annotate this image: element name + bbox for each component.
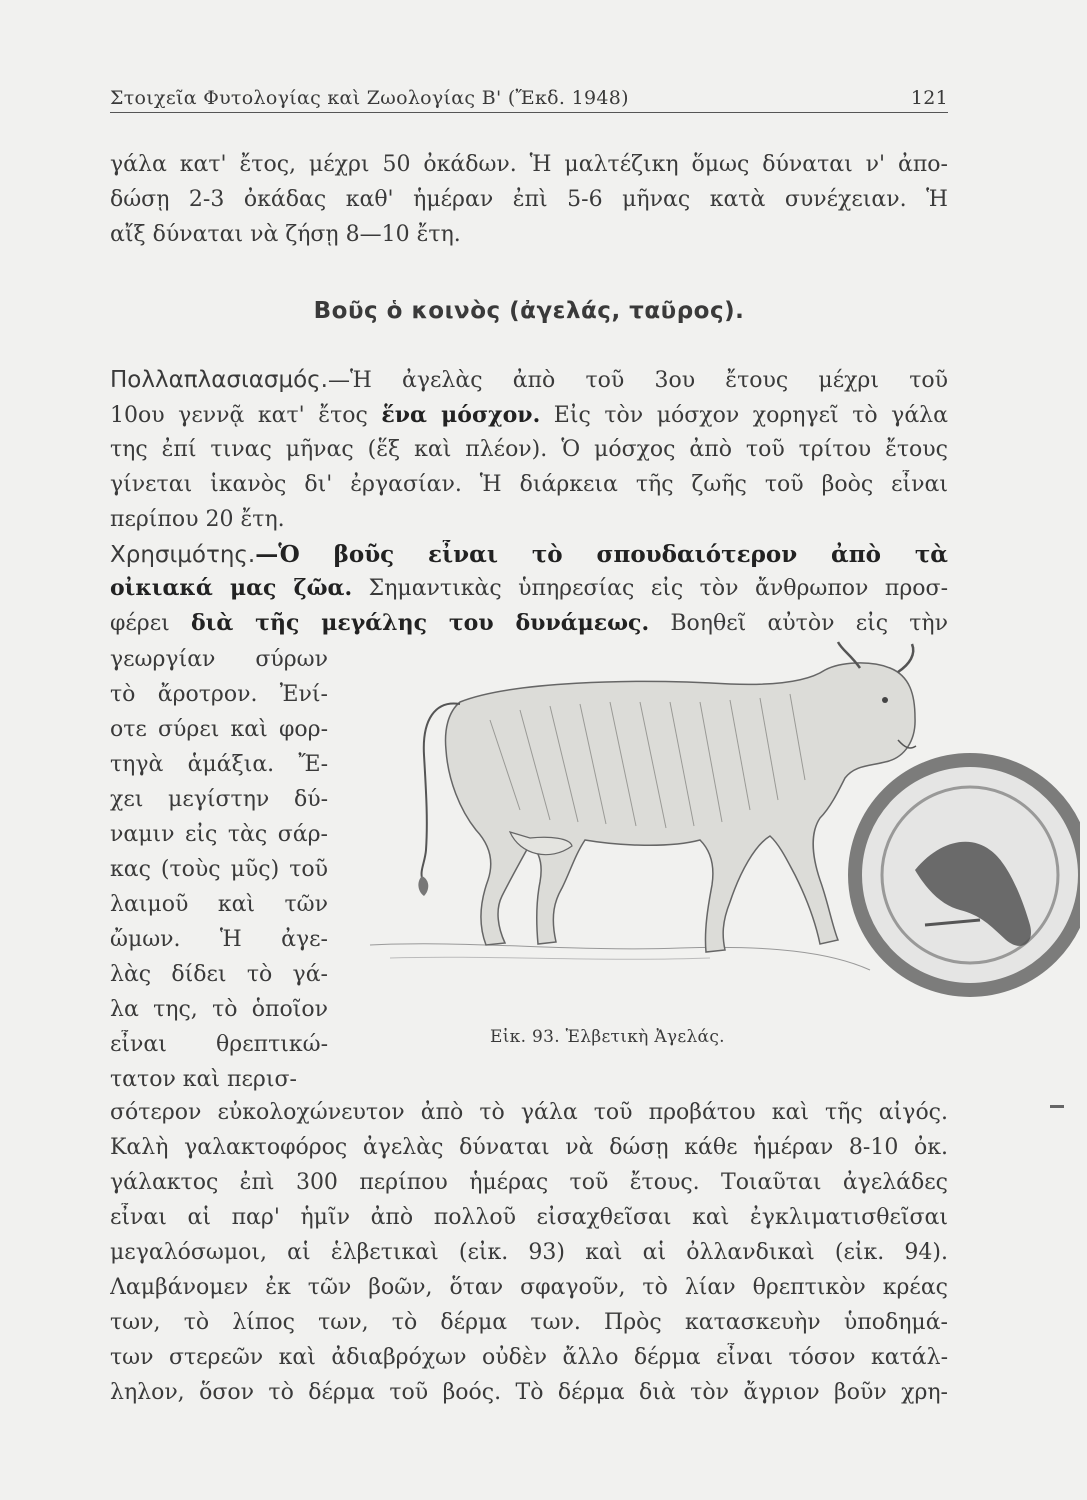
reproduction-line-2b: Εἰς τὸν μόσχον χορηγεῖ τὸ γάλα bbox=[540, 403, 948, 428]
narrow-line-2: τὸ ἄροτρον. Ἐνί- bbox=[110, 682, 328, 707]
tail-line-3: γάλακτος ἐπὶ 300 περίπου ἡμέρας τοῦ ἔτους. Τοιαῦται ἀγελάδες bbox=[110, 1170, 948, 1195]
reproduction-line-1 bbox=[110, 365, 948, 395]
reproduction-bold-calf: ἕνα μόσχον. bbox=[381, 402, 541, 428]
figure-caption: Εἰκ. 93. Ἑλβετικὴ Ἀγελάς. bbox=[490, 1027, 725, 1047]
usefulness-line-2-text: Σημαντικὰς ὑπηρεσίας εἰς τὸν ἄνθρωπον προσ- bbox=[352, 576, 948, 601]
narrow-line-5: χει μεγίστην δύ- bbox=[110, 787, 328, 812]
usefulness-line-3b: Βοηθεῖ αὐτὸν εἰς τὴν bbox=[649, 611, 948, 636]
intro-line-3: αἴξ δύναται νὰ ζήσῃ 8—10 ἔτη. bbox=[110, 222, 461, 247]
intro-line-2: δώσῃ 2-3 ὀκάδας καθ' ἡμέραν ἐπὶ 5-6 μῆνας κατὰ συνέχειαν. Ἡ bbox=[110, 187, 948, 212]
tail-line-1: σότερον εὐκολοχώνευτον ἀπὸ τὸ γάλα τοῦ προβάτου καὶ τῆς αἰγός. bbox=[110, 1100, 948, 1125]
section-heading: Βοῦς ὁ κοινὸς (ἀγελάς, ταῦρος). bbox=[313, 298, 745, 324]
library-stamp-seal bbox=[830, 720, 1080, 1030]
reproduction-line-2a: 10ου γεννᾷ κατ' ἔτος bbox=[110, 403, 382, 428]
page-number: 121 bbox=[910, 87, 948, 109]
tail-line-2: Καλὴ γαλακτοφόρος ἀγελὰς δύναται νὰ δώσῃ κάθε ἡμέραν 8-10 ὀκ. bbox=[110, 1135, 948, 1160]
narrow-line-12: εἶναι θρεπτικώ- bbox=[110, 1032, 328, 1057]
reproduction-line-5: περίπου 20 ἔτη. bbox=[110, 507, 285, 532]
tail-line-7: των, τὸ λίπος των, τὸ δέρμα των. Πρὸς κατασκευὴν ὑποδημά- bbox=[110, 1310, 948, 1335]
tail-line-6: Λαμβάνομεν ἐκ τῶν βοῶν, ὅταν σφαγοῦν, τὸ λίαν θρεπτικὸν κρέας bbox=[110, 1275, 948, 1300]
narrow-line-10: λὰς δίδει τὸ γά- bbox=[110, 962, 328, 987]
narrow-line-13: τατον καὶ περισ- bbox=[110, 1067, 297, 1092]
reproduction-line-2 bbox=[110, 400, 948, 430]
narrow-line-3: οτε σύρει καὶ φορ- bbox=[110, 717, 328, 742]
reproduction-line-1-text: —Ἡ ἀγελὰς ἀπὸ τοῦ 3ου ἔτους μέχρι τοῦ bbox=[327, 368, 948, 393]
narrow-line-4: τηγὰ ἁμάξια. Ἔ- bbox=[110, 752, 328, 777]
usefulness-line-3a: φέρει bbox=[110, 611, 191, 636]
narrow-line-7: κας (τοὺς μῦς) τοῦ bbox=[110, 857, 328, 882]
usefulness-side-title: Χρησιμότης. bbox=[110, 542, 256, 568]
narrow-line-6: ναμιν εἰς τὰς σάρ- bbox=[110, 822, 328, 847]
usefulness-line-1-bold: —Ὁ βοῦς εἶναι τὸ σπουδαιότερον ἀπὸ τὰ bbox=[255, 541, 948, 568]
margin-mark bbox=[1050, 1105, 1064, 1108]
narrow-line-8: λαιμοῦ καὶ τῶν bbox=[110, 892, 328, 917]
usefulness-line-3 bbox=[110, 608, 948, 638]
running-header bbox=[110, 84, 948, 113]
intro-line-1: γάλα κατ' ἔτος, μέχρι 50 ὀκάδων. Ἡ μαλτέζικη ὅμως δύναται ν' ἀπο- bbox=[110, 152, 948, 177]
usefulness-line-2 bbox=[110, 573, 948, 603]
reproduction-line-4: γίνεται ἱκανὸς δι' ἐργασίαν. Ἡ διάρκεια τῆς ζωῆς τοῦ βοὸς εἶναι bbox=[110, 472, 948, 497]
usefulness-line-3-bold: διὰ τῆς μεγάλης του δυνάμεως. bbox=[191, 610, 650, 636]
narrow-line-1: γεωργίαν σύρων bbox=[110, 647, 328, 672]
narrow-line-9: ὤμων. Ἡ ἀγε- bbox=[110, 927, 328, 952]
narrow-line-11: λα της, τὸ ὁποῖον bbox=[110, 997, 328, 1022]
tail-line-5: μεγαλόσωμοι, αἱ ἑλβετικαὶ (εἰκ. 93) καὶ αἱ ὀλλανδικαὶ (εἰκ. 94). bbox=[110, 1240, 948, 1265]
tail-line-9: ληλον, ὅσον τὸ δέρμα τοῦ βοός. Τὸ δέρμα διὰ τὸν ἄγριον βοῦν χρη- bbox=[110, 1380, 948, 1405]
reproduction-side-title: Πολλαπλασιασμός. bbox=[110, 367, 328, 393]
tail-line-8: των στερεῶν καὶ ἀδιαβρόχων οὐδὲν ἄλλο δέρμα εἶναι τόσον κατάλ- bbox=[110, 1345, 948, 1370]
usefulness-line-1 bbox=[110, 540, 948, 570]
reproduction-line-3: της ἐπί τινας μῆνας (ἕξ καὶ πλέον). Ὁ μόσχος ἀπὸ τοῦ τρίτου ἔτους bbox=[110, 437, 948, 462]
running-title: Στοιχεῖα Φυτολογίας καὶ Ζωολογίας Β' (Ἔκδ. 1948) bbox=[110, 87, 629, 109]
usefulness-line-2-bold: οἰκιακά μας ζῶα. bbox=[110, 575, 353, 601]
tail-line-4: εἶναι αἱ παρ' ἡμῖν ἀπὸ πολλοῦ εἰσαχθεῖσαι καὶ ἐγκλιματισθεῖσαι bbox=[110, 1205, 948, 1230]
